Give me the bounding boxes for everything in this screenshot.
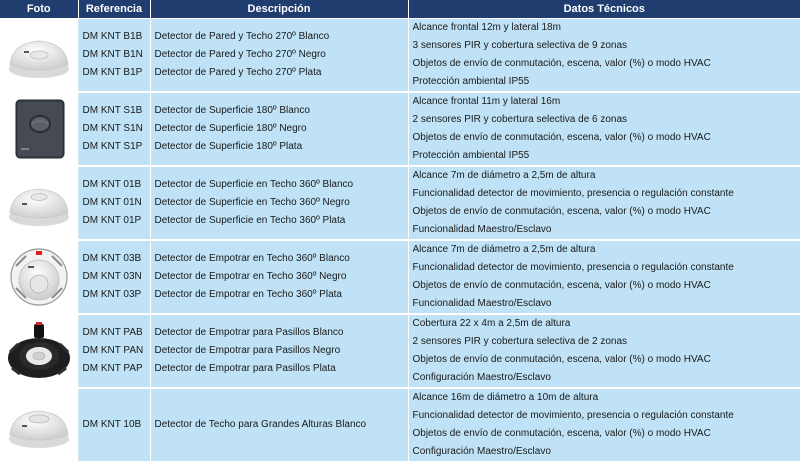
header-photo: Foto (0, 0, 78, 19)
technical-data-cell (408, 92, 800, 166)
technical-line: Alcance 7m de diámetro a 2,5m de altura (413, 167, 800, 185)
photo-cell (0, 314, 78, 388)
reference-code: DM KNT B1P (83, 64, 150, 82)
header-technical-data: Datos Técnicos (408, 0, 800, 19)
reference-cell (78, 92, 150, 166)
technical-data-cell (408, 314, 800, 388)
description-text: Detector de Empotrar para Pasillos Blanco (155, 324, 408, 342)
ceiling-dome-sensor-icon (6, 25, 72, 85)
technical-line: Cobertura 22 x 4m a 2,5m de altura (413, 315, 800, 333)
technical-line: Configuración Maestro/Esclavo (413, 369, 800, 387)
description-cell (150, 19, 408, 93)
wall-surface-sensor-icon (6, 96, 72, 162)
technical-line: Configuración Maestro/Esclavo (413, 443, 800, 461)
technical-line: 2 sensores PIR y cobertura selectiva de 6 zonas (413, 111, 800, 129)
reference-code: DM KNT 03B (83, 250, 150, 268)
description-text: Detector de Superficie 180º Negro (155, 120, 408, 138)
description-cell (150, 240, 408, 314)
photo-cell (0, 19, 78, 93)
technical-line: Alcance 16m de diámetro a 10m de altura (413, 389, 800, 407)
technical-line: Funcionalidad detector de movimiento, presencia o regulación constante (413, 407, 800, 425)
description-cell (150, 388, 408, 462)
reference-cell (78, 19, 150, 93)
table-row (0, 166, 800, 240)
table-row (0, 240, 800, 314)
description-text: Detector de Pared y Techo 270º Negro (155, 46, 408, 64)
technical-line: Alcance frontal 12m y lateral 18m (413, 19, 800, 37)
table-header-row (0, 0, 800, 19)
description-text: Detector de Empotrar en Techo 360º Blanco (155, 250, 408, 268)
technical-line: Objetos de envío de conmutación, escena, valor (%) o modo HVAC (413, 203, 800, 221)
technical-line: Funcionalidad Maestro/Esclavo (413, 295, 800, 313)
reference-code: DM KNT PAP (83, 360, 150, 378)
description-text: Detector de Techo para Grandes Alturas Blanco (155, 416, 408, 434)
technical-data-cell (408, 388, 800, 462)
description-text: Detector de Empotrar en Techo 360º Plata (155, 286, 408, 304)
reference-code: DM KNT 01N (83, 194, 150, 212)
technical-line: Alcance 7m de diámetro a 2,5m de altura (413, 241, 800, 259)
technical-data-cell (408, 19, 800, 93)
technical-line: Funcionalidad detector de movimiento, presencia o regulación constante (413, 259, 800, 277)
description-text: Detector de Superficie en Techo 360º Plata (155, 212, 408, 230)
description-text: Detector de Empotrar para Pasillos Negro (155, 342, 408, 360)
description-cell (150, 314, 408, 388)
reference-cell (78, 388, 150, 462)
photo-cell (0, 92, 78, 166)
technical-line: Objetos de envío de conmutación, escena, valor (%) o modo HVAC (413, 425, 800, 443)
table-row (0, 19, 800, 93)
description-text: Detector de Superficie en Techo 360º Blanco (155, 176, 408, 194)
technical-line: 2 sensores PIR y cobertura selectiva de 2 zonas (413, 333, 800, 351)
reference-code: DM KNT PAN (83, 342, 150, 360)
header-description: Descripción (150, 0, 408, 19)
reference-cell (78, 314, 150, 388)
photo-cell (0, 240, 78, 314)
reference-code: DM KNT B1N (83, 46, 150, 64)
reference-code: DM KNT 01P (83, 212, 150, 230)
technical-line: Objetos de envío de conmutación, escena, valor (%) o modo HVAC (413, 129, 800, 147)
technical-line: Funcionalidad Maestro/Esclavo (413, 221, 800, 239)
high-ceiling-sensor-icon (6, 395, 72, 455)
photo-cell (0, 166, 78, 240)
description-text: Detector de Pared y Techo 270º Blanco (155, 28, 408, 46)
technical-line: Alcance frontal 11m y lateral 16m (413, 93, 800, 111)
technical-data-cell (408, 240, 800, 314)
description-text: Detector de Pared y Techo 270º Plata (155, 64, 408, 82)
reference-cell (78, 240, 150, 314)
reference-code: DM KNT S1N (83, 120, 150, 138)
description-text: Detector de Empotrar para Pasillos Plata (155, 360, 408, 378)
reference-code: DM KNT 03N (83, 268, 150, 286)
description-text: Detector de Empotrar en Techo 360º Negro (155, 268, 408, 286)
reference-cell (78, 166, 150, 240)
header-reference: Referencia (78, 0, 150, 19)
technical-line: 3 sensores PIR y cobertura selectiva de 9 zonas (413, 37, 800, 55)
description-text: Detector de Superficie 180º Blanco (155, 102, 408, 120)
reference-code: DM KNT 10B (83, 416, 150, 434)
reference-code: DM KNT 03P (83, 286, 150, 304)
technical-line: Objetos de envío de conmutación, escena, valor (%) o modo HVAC (413, 55, 800, 73)
description-cell (150, 166, 408, 240)
technical-data-cell (408, 166, 800, 240)
reference-code: DM KNT PAB (83, 324, 150, 342)
photo-cell (0, 388, 78, 462)
description-text: Detector de Superficie 180º Plata (155, 138, 408, 156)
description-text: Detector de Superficie en Techo 360º Negro (155, 194, 408, 212)
technical-line: Protección ambiental IP55 (413, 147, 800, 165)
description-cell (150, 92, 408, 166)
table-row (0, 92, 800, 166)
technical-line: Objetos de envío de conmutación, escena, valor (%) o modo HVAC (413, 277, 800, 295)
table-row (0, 314, 800, 388)
reference-code: DM KNT S1P (83, 138, 150, 156)
technical-line: Protección ambiental IP55 (413, 73, 800, 91)
technical-line: Funcionalidad detector de movimiento, presencia o regulación constante (413, 185, 800, 203)
reference-code: DM KNT S1B (83, 102, 150, 120)
table-row (0, 388, 800, 462)
reference-code: DM KNT B1B (83, 28, 150, 46)
technical-line: Objetos de envío de conmutación, escena, valor (%) o modo HVAC (413, 351, 800, 369)
reference-code: DM KNT 01B (83, 176, 150, 194)
recessed-ceiling-sensor-icon (6, 244, 72, 310)
ceiling-dome-sensor-icon (6, 173, 72, 233)
corridor-recessed-sensor-icon (6, 318, 72, 384)
